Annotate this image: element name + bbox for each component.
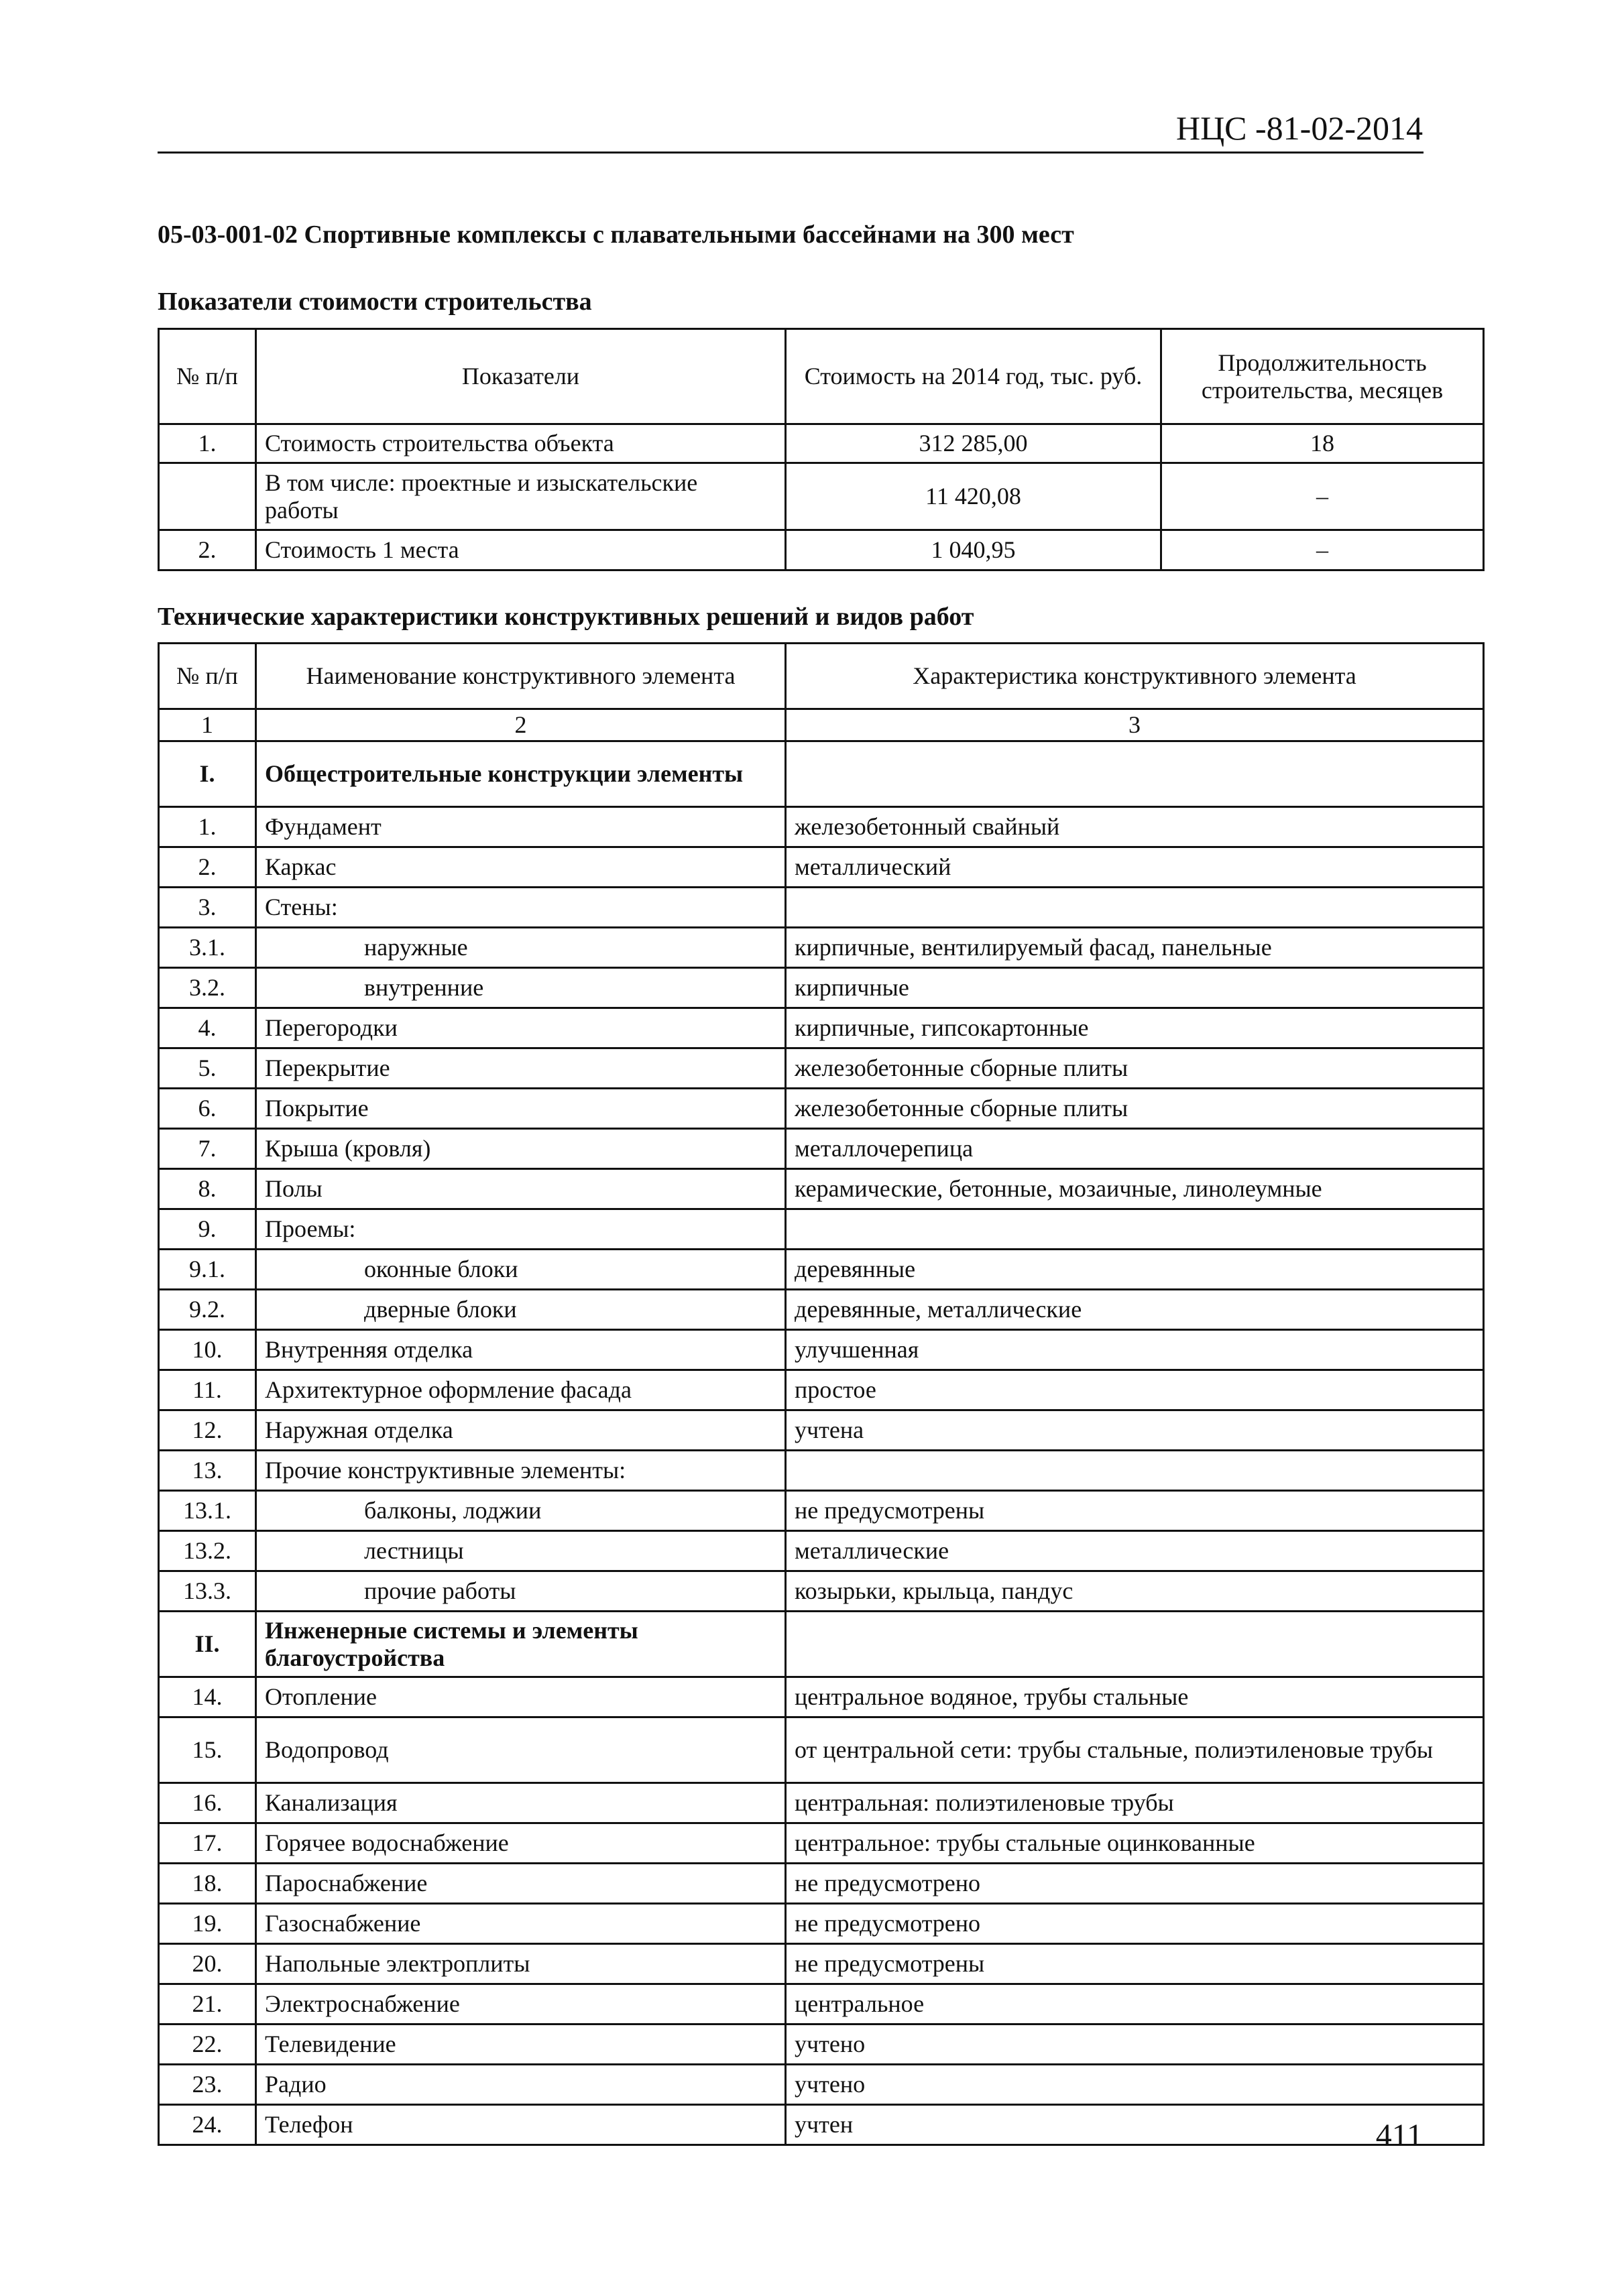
element-characteristic: металлочерепица xyxy=(786,1129,1484,1169)
element-characteristic xyxy=(786,741,1484,807)
cost-section-title: Показатели стоимости строительства xyxy=(158,288,592,316)
column-number-row xyxy=(159,709,1484,741)
element-name: Телевидение xyxy=(256,2025,786,2065)
element-characteristic: учтено xyxy=(786,2065,1484,2105)
row-number: 21. xyxy=(159,1984,256,2025)
element-characteristic: центральная: полиэтиленовые трубы xyxy=(786,1783,1484,1823)
element-name: прочие работы xyxy=(256,1571,786,1612)
table-row xyxy=(159,1823,1484,1864)
element-characteristic: центральное: трубы стальные оцинкованные xyxy=(786,1823,1484,1864)
row-number: 24. xyxy=(159,2105,256,2145)
cost-table-header xyxy=(159,329,1484,424)
element-name: Прочие конструктивные элементы: xyxy=(256,1451,786,1491)
row-number: 3. xyxy=(159,888,256,928)
row-number: I. xyxy=(159,741,256,807)
element-name: Архитектурное оформление фасада xyxy=(256,1370,786,1410)
indicator-name: Стоимость 1 места xyxy=(256,530,786,570)
element-characteristic: металлические xyxy=(786,1531,1484,1571)
element-name: Канализация xyxy=(256,1783,786,1823)
element-characteristic: учтена xyxy=(786,1410,1484,1451)
row-number: 9.1. xyxy=(159,1250,256,1290)
table-row xyxy=(159,1209,1484,1250)
table-row xyxy=(159,968,1484,1008)
table-row xyxy=(159,1864,1484,1904)
table-row xyxy=(159,1677,1484,1717)
element-characteristic: простое xyxy=(786,1370,1484,1410)
element-name: Наружная отделка xyxy=(256,1410,786,1451)
row-number: 11. xyxy=(159,1370,256,1410)
tech-table xyxy=(158,642,1485,2146)
table-row xyxy=(159,1717,1484,1783)
row-number: 15. xyxy=(159,1717,256,1783)
table-row xyxy=(159,1250,1484,1290)
table-row xyxy=(159,1984,1484,2025)
element-name: Каркас xyxy=(256,847,786,888)
element-name: Радио xyxy=(256,2065,786,2105)
element-name: Проемы: xyxy=(256,1209,786,1250)
element-characteristic: не предусмотрены xyxy=(786,1491,1484,1531)
element-characteristic: металлический xyxy=(786,847,1484,888)
row-number: 17. xyxy=(159,1823,256,1864)
cost-table xyxy=(158,328,1485,571)
row-number: 1. xyxy=(159,424,256,463)
row-number: 12. xyxy=(159,1410,256,1451)
row-number: 14. xyxy=(159,1677,256,1717)
element-name: наружные xyxy=(256,928,786,968)
element-name: лестницы xyxy=(256,1531,786,1571)
row-number: 2. xyxy=(159,530,256,570)
table-row xyxy=(159,1904,1484,1944)
column-header: Показатели xyxy=(256,329,786,424)
row-number: 22. xyxy=(159,2025,256,2065)
row-number: 13.2. xyxy=(159,1531,256,1571)
section-row xyxy=(159,741,1484,807)
table-row xyxy=(159,463,1484,530)
page-number: 411 xyxy=(1375,2118,1423,2153)
element-name: Водопровод xyxy=(256,1717,786,1783)
column-header: Наименование конструктивного элемента xyxy=(256,644,786,709)
table-row xyxy=(159,1531,1484,1571)
element-name: балконы, лоджии xyxy=(256,1491,786,1531)
table-row xyxy=(159,424,1484,463)
table-row xyxy=(159,1410,1484,1451)
table-row xyxy=(159,928,1484,968)
indicator-name: Стоимость строительства объекта xyxy=(256,424,786,463)
element-characteristic: не предусмотрено xyxy=(786,1864,1484,1904)
tech-table-header xyxy=(159,644,1484,709)
row-number: 19. xyxy=(159,1904,256,1944)
table-row xyxy=(159,1008,1484,1048)
element-name: Внутренняя отделка xyxy=(256,1330,786,1370)
document-title: 05-03-001-02 Спортивные комплексы с плавательными бассейнами на 300 мест xyxy=(158,221,1074,249)
element-characteristic: учтен xyxy=(786,2105,1484,2145)
column-header: № п/п xyxy=(159,329,256,424)
table-row xyxy=(159,2025,1484,2065)
row-number xyxy=(159,463,256,530)
element-characteristic: деревянные, металлические xyxy=(786,1290,1484,1330)
row-number: 2. xyxy=(159,847,256,888)
row-number: 9. xyxy=(159,1209,256,1250)
element-characteristic: учтено xyxy=(786,2025,1484,2065)
section-row xyxy=(159,1612,1484,1677)
element-name: дверные блоки xyxy=(256,1290,786,1330)
table-row xyxy=(159,1571,1484,1612)
element-name: внутренние xyxy=(256,968,786,1008)
element-name: Напольные электроплиты xyxy=(256,1944,786,1984)
element-characteristic xyxy=(786,1209,1484,1250)
row-number: 13. xyxy=(159,1451,256,1491)
tech-section-title: Технические характеристики конструктивных решений и видов работ xyxy=(158,603,974,631)
table-row xyxy=(159,888,1484,928)
table-row xyxy=(159,1048,1484,1089)
row-number: 13.1. xyxy=(159,1491,256,1531)
element-characteristic: кирпичные, вентилируемый фасад, панельные xyxy=(786,928,1484,968)
cost-value: 312 285,00 xyxy=(786,424,1161,463)
cost-value: 1 040,95 xyxy=(786,530,1161,570)
duration-value: – xyxy=(1161,530,1484,570)
duration-value: 18 xyxy=(1161,424,1484,463)
element-name: Горячее водоснабжение xyxy=(256,1823,786,1864)
row-number: 18. xyxy=(159,1864,256,1904)
row-number: 16. xyxy=(159,1783,256,1823)
element-name: Полы xyxy=(256,1169,786,1209)
element-name: Перекрытие xyxy=(256,1048,786,1089)
element-characteristic: железобетонный свайный xyxy=(786,807,1484,847)
table-row xyxy=(159,1944,1484,1984)
column-header: Характеристика конструктивного элемента xyxy=(786,644,1484,709)
row-number: 4. xyxy=(159,1008,256,1048)
element-characteristic: центральное водяное, трубы стальные xyxy=(786,1677,1484,1717)
element-name: Общестроительные конструкции элементы xyxy=(256,741,786,807)
table-row xyxy=(159,1491,1484,1531)
element-name: Газоснабжение xyxy=(256,1904,786,1944)
element-name: Крыша (кровля) xyxy=(256,1129,786,1169)
row-number: 1. xyxy=(159,807,256,847)
cost-value: 11 420,08 xyxy=(786,463,1161,530)
row-number: 3.1. xyxy=(159,928,256,968)
row-number: 23. xyxy=(159,2065,256,2105)
table-row xyxy=(159,847,1484,888)
element-name: Стены: xyxy=(256,888,786,928)
element-name: Перегородки xyxy=(256,1008,786,1048)
row-number: II. xyxy=(159,1612,256,1677)
row-number: 20. xyxy=(159,1944,256,1984)
element-name: Телефон xyxy=(256,2105,786,2145)
element-name: Пароснабжение xyxy=(256,1864,786,1904)
row-number: 5. xyxy=(159,1048,256,1089)
table-row xyxy=(159,1129,1484,1169)
table-row xyxy=(159,1783,1484,1823)
element-characteristic: железобетонные сборные плиты xyxy=(786,1048,1484,1089)
element-characteristic: деревянные xyxy=(786,1250,1484,1290)
table-row xyxy=(159,2065,1484,2105)
row-number: 10. xyxy=(159,1330,256,1370)
row-number: 8. xyxy=(159,1169,256,1209)
element-name: Покрытие xyxy=(256,1089,786,1129)
element-characteristic: от центральной сети: трубы стальные, полиэтиленовые трубы xyxy=(786,1717,1484,1783)
element-name: Инженерные системы и элементы благоустройства xyxy=(256,1612,786,1677)
table-row xyxy=(159,2105,1484,2145)
table-row xyxy=(159,1330,1484,1370)
element-characteristic: не предусмотрены xyxy=(786,1944,1484,1984)
row-number: 3.2. xyxy=(159,968,256,1008)
row-number: 13.3. xyxy=(159,1571,256,1612)
element-name: Фундамент xyxy=(256,807,786,847)
element-name: Отопление xyxy=(256,1677,786,1717)
element-name: оконные блоки xyxy=(256,1250,786,1290)
element-characteristic: кирпичные xyxy=(786,968,1484,1008)
element-characteristic: не предусмотрено xyxy=(786,1904,1484,1944)
element-characteristic: центральное xyxy=(786,1984,1484,2025)
element-name: Электроснабжение xyxy=(256,1984,786,2025)
row-number: 9.2. xyxy=(159,1290,256,1330)
header-rule xyxy=(158,152,1424,154)
table-row xyxy=(159,1169,1484,1209)
element-characteristic: кирпичные, гипсокартонные xyxy=(786,1008,1484,1048)
element-characteristic: козырьки, крыльца, пандус xyxy=(786,1571,1484,1612)
row-number: 7. xyxy=(159,1129,256,1169)
element-characteristic xyxy=(786,1451,1484,1491)
element-characteristic: железобетонные сборные плиты xyxy=(786,1089,1484,1129)
table-row xyxy=(159,1089,1484,1129)
column-number: 2 xyxy=(256,709,786,741)
column-header: Продолжительность строительства, месяцев xyxy=(1161,329,1484,424)
element-characteristic xyxy=(786,1612,1484,1677)
column-number: 1 xyxy=(159,709,256,741)
table-row xyxy=(159,807,1484,847)
column-header: Стоимость на 2014 год, тыс. руб. xyxy=(786,329,1161,424)
element-characteristic xyxy=(786,888,1484,928)
indicator-name: В том числе: проектные и изыскательские работы xyxy=(256,463,786,530)
duration-value: – xyxy=(1161,463,1484,530)
element-characteristic: улучшенная xyxy=(786,1330,1484,1370)
table-row xyxy=(159,1290,1484,1330)
column-header: № п/п xyxy=(159,644,256,709)
table-row xyxy=(159,1370,1484,1410)
document-code: НЦС -81-02-2014 xyxy=(1175,109,1423,147)
table-row xyxy=(159,1451,1484,1491)
table-row xyxy=(159,530,1484,570)
column-number: 3 xyxy=(786,709,1484,741)
element-characteristic: керамические, бетонные, мозаичные, линолеумные xyxy=(786,1169,1484,1209)
row-number: 6. xyxy=(159,1089,256,1129)
